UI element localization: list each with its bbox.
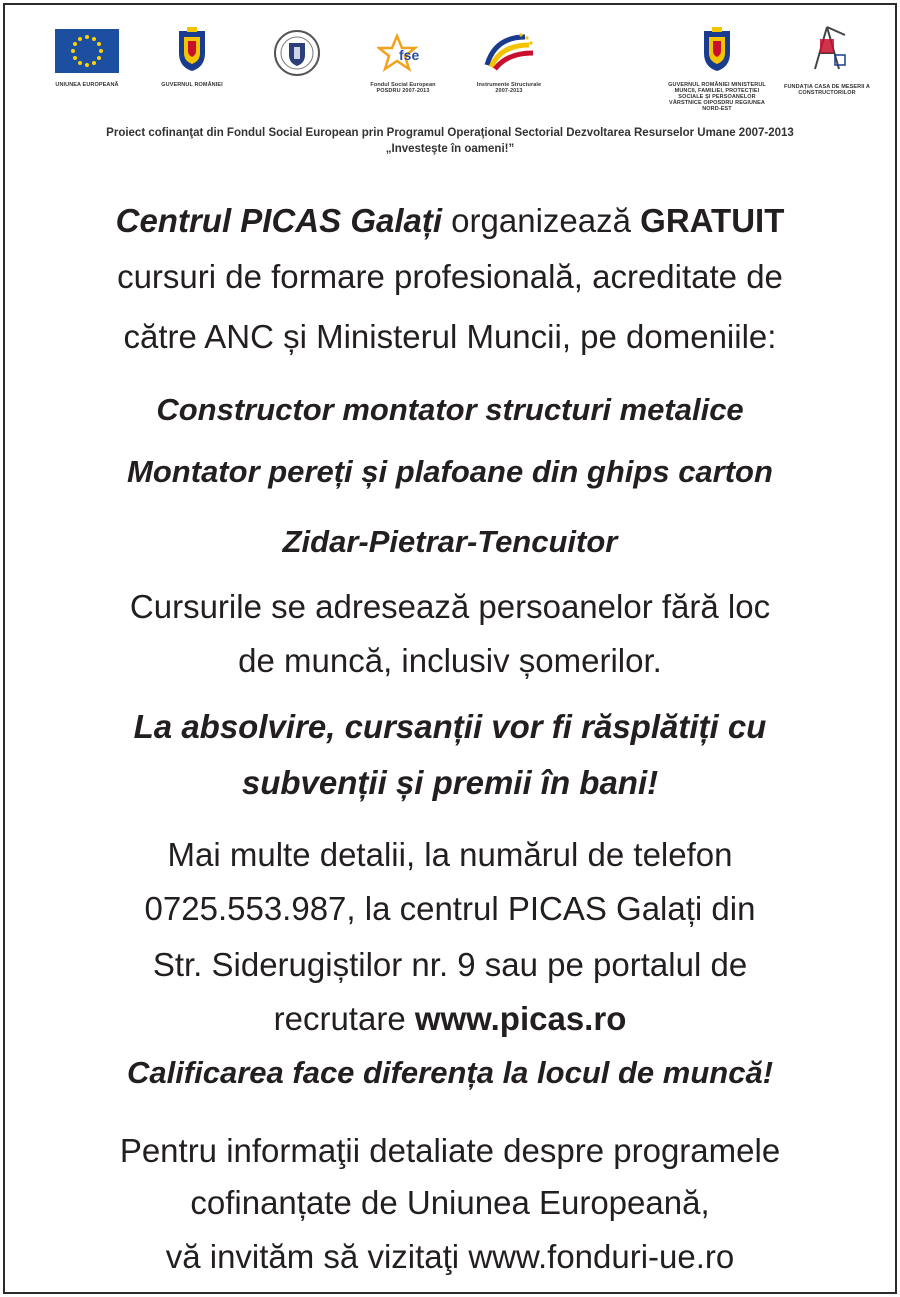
eu-flag-icon	[55, 29, 119, 73]
intro-line-1	[5, 201, 895, 241]
contact-line-1: Mai multe detalii, la numărul de telefon	[167, 836, 733, 873]
fse-logo	[365, 33, 441, 94]
ministry-logo	[663, 27, 771, 112]
free-badge-text: GRATUIT	[640, 202, 785, 239]
cofinance-slogan: „Investeşte în oameni!”	[385, 143, 515, 155]
footer-invite-text: vă invităm să vizitaţi	[165, 1238, 469, 1275]
contact-line-4	[5, 999, 895, 1039]
course-item: Montator pereți și plafoane din ghips carton	[127, 454, 773, 489]
fundatia-caption: FUNDAȚIA CASA DE MESERII A CONSTRUCTORILOR	[783, 84, 871, 96]
logo-strip	[5, 19, 895, 119]
course-item: Zidar-Pietrar-Tencuitor	[282, 524, 618, 559]
contact-line-3: Str. Siderugiștilor nr. 9 sau pe portalul de	[152, 946, 748, 983]
round-seal-icon	[273, 29, 321, 77]
government-caption: GUVERNUL ROMÂNIEI	[161, 82, 223, 88]
footer-line-1: Pentru informaţii detaliate despre programele	[119, 1132, 781, 1169]
ministry-caption: GUVERNUL ROMÂNIEI MINISTERUL MUNCII, FAMILIEI, PROTECȚIEI SOCIALE ȘI PERSOANELOR VÂRSTNICE OIPOSDRU REGIUNEA NORD-EST	[668, 82, 766, 112]
organization-name: Centrul PICAS Galați	[115, 202, 443, 239]
slogan: Calificarea face diferența la locul de muncă!	[126, 1055, 774, 1090]
cofinance-note	[5, 125, 895, 157]
fse-star-icon	[377, 33, 429, 73]
structural-instruments-logo	[471, 31, 547, 94]
recruitment-label: recrutare	[273, 1000, 415, 1037]
government-logo	[155, 27, 229, 88]
cofinance-line-1: Proiect cofinanţat din Fondul Social European prin Programul Operaţional Sectorial Dezvoltarea Resurselor Umane 2007-2013	[106, 127, 794, 139]
seal-logo	[271, 29, 323, 82]
fse-mark-text: fse	[399, 47, 420, 63]
contact-line-2: 0725.553.987, la centrul PICAS Galați din	[144, 890, 756, 927]
reward-line-2: subvenții și premii în bani!	[241, 764, 659, 801]
fundatia-logo	[781, 25, 873, 96]
intro-line-2: cursuri de formare profesională, acreditate de	[117, 258, 783, 295]
eu-caption: UNIUNEA EUROPEANĂ	[55, 82, 119, 88]
fonduri-ue-website-link[interactable]: www.fonduri-ue.ro	[468, 1238, 735, 1275]
picas-website-link[interactable]: www.picas.ro	[414, 1000, 627, 1037]
poster-frame	[3, 3, 897, 1294]
ministry-coat-of-arms-icon	[700, 27, 734, 73]
course-item: Constructor montator structuri metalice	[156, 392, 744, 427]
audience-line-1: Cursurile se adresează persoanelor fără loc	[129, 588, 771, 625]
footer-line-2: cofinanțate de Uniunea Europeană,	[190, 1184, 710, 1221]
eu-logo	[51, 29, 123, 88]
structural-instruments-icon	[481, 31, 537, 73]
coat-of-arms-icon	[175, 27, 209, 73]
reward-line-1: La absolvire, cursanții vor fi răsplătiți cu	[133, 708, 767, 745]
crane-emblem-icon	[805, 25, 849, 75]
audience-line-2: de muncă, inclusiv șomerilor.	[238, 642, 662, 679]
fse-caption: Fondul Social European POSDRU 2007-2013	[370, 82, 436, 94]
intro-line-3: către ANC și Ministerul Muncii, pe domeniile:	[123, 318, 777, 355]
intro-verb: organizează	[442, 202, 641, 239]
footer-line-3	[5, 1237, 895, 1277]
structural-instruments-caption: Instrumente Structurale 2007-2013	[476, 82, 542, 94]
